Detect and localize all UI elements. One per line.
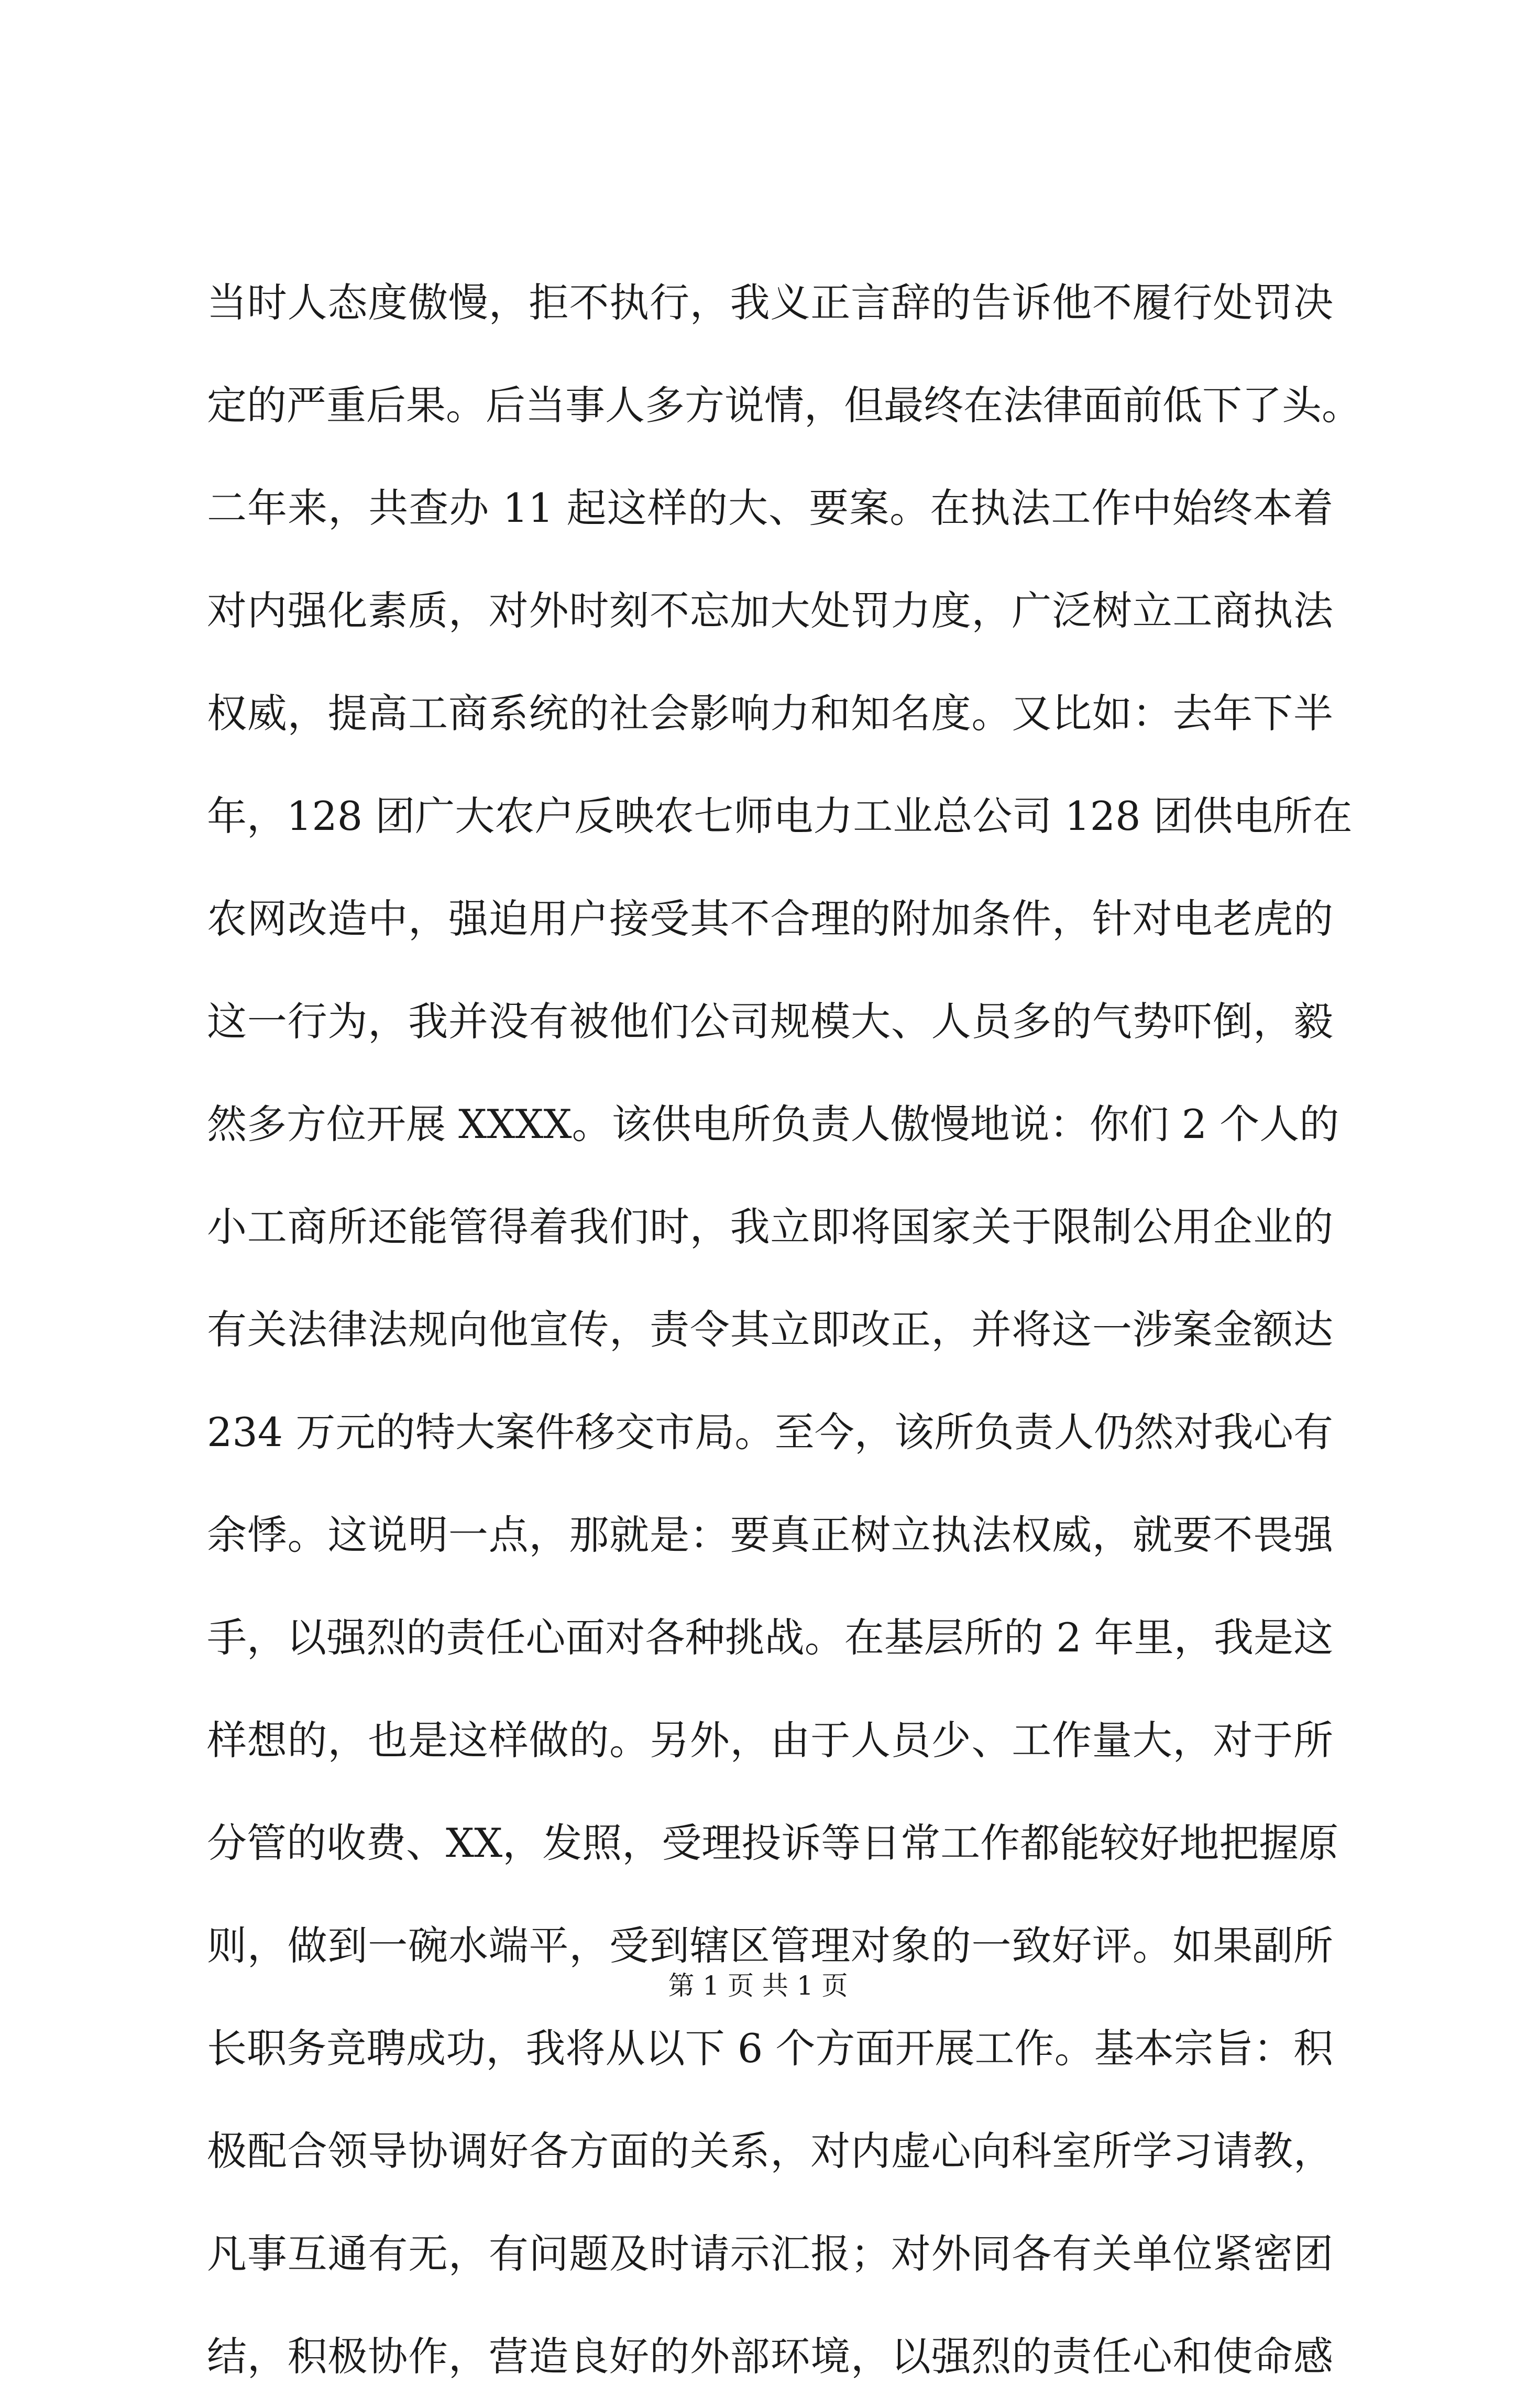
text-line: 二年来，共查办 11 起这样的大、要案。在执法工作中始终本着 xyxy=(207,485,1333,531)
text-line: 凡事互通有无，有问题及时请示汇报；对外同各有关单位紧密团 xyxy=(207,2230,1333,2277)
text-line: 权威，提高工商系统的社会影响力和知名度。又比如：去年下半 xyxy=(207,690,1333,737)
text-line: 当时人态度傲慢，拒不执行，我义正言辞的告诉他不履行处罚决 xyxy=(207,279,1333,326)
text-line: 对内强化素质，对外时刻不忘加大处罚力度，广泛树立工商执法 xyxy=(207,587,1333,634)
page-footer xyxy=(0,1967,1516,2004)
text-line: 农网改造中，强迫用户接受其不合理的附加条件，针对电老虎的 xyxy=(207,895,1333,942)
text-line: 年，128 团广大农户反映农七师电力工业总公司 128 团供电所在 xyxy=(207,793,1353,839)
text-line: 样想的，也是这样做的。另外，由于人员少、工作量大，对于所 xyxy=(207,1717,1333,1764)
text-line: 有关法律法规向他宣传，责令其立即改正，并将这一涉案金额达 xyxy=(207,1306,1333,1353)
text-line: 长职务竞聘成功，我将从以下 6 个方面开展工作。基本宗旨：积 xyxy=(207,2025,1333,2072)
text-line: 则，做到一碗水端平，受到辖区管理对象的一致好评。如果副所 xyxy=(207,1922,1333,1969)
text-line: 定的严重后果。后当事人多方说情，但最终在法律面前低下了头。 xyxy=(207,382,1361,429)
text-line: 分管的收费、XX，发照，受理投诉等日常工作都能较好地把握原 xyxy=(207,1820,1339,1866)
text-line: 然多方位开展 XXXX。该供电所负责人傲慢地说：你们 2 个人的 xyxy=(207,1101,1339,1147)
text-line: 极配合领导协调好各方面的关系，对内虚心向科室所学习请教， xyxy=(207,2128,1333,2174)
page-number-label: 第 1 页 共 1 页 xyxy=(668,1971,848,2001)
text-line: 234 万元的特大案件移交市局。至今，该所负责人仍然对我心有 xyxy=(207,1409,1333,1455)
text-line: 结，积极协作，营造良好的外部环境，以强烈的责任心和使命感 xyxy=(207,2333,1333,2380)
text-line: 小工商所还能管得着我们时，我立即将国家关于限制公用企业的 xyxy=(207,1203,1333,1250)
text-line: 手，以强烈的责任心面对各种挑战。在基层所的 2 年里，我是这 xyxy=(207,1614,1333,1661)
text-line: 这一行为，我并没有被他们公司规模大、人员多的气势吓倒，毅 xyxy=(207,998,1333,1045)
body-text xyxy=(207,251,1361,2408)
text-line: 余悸。这说明一点，那就是：要真正树立执法权威，就要不畏强 xyxy=(207,1512,1333,1558)
